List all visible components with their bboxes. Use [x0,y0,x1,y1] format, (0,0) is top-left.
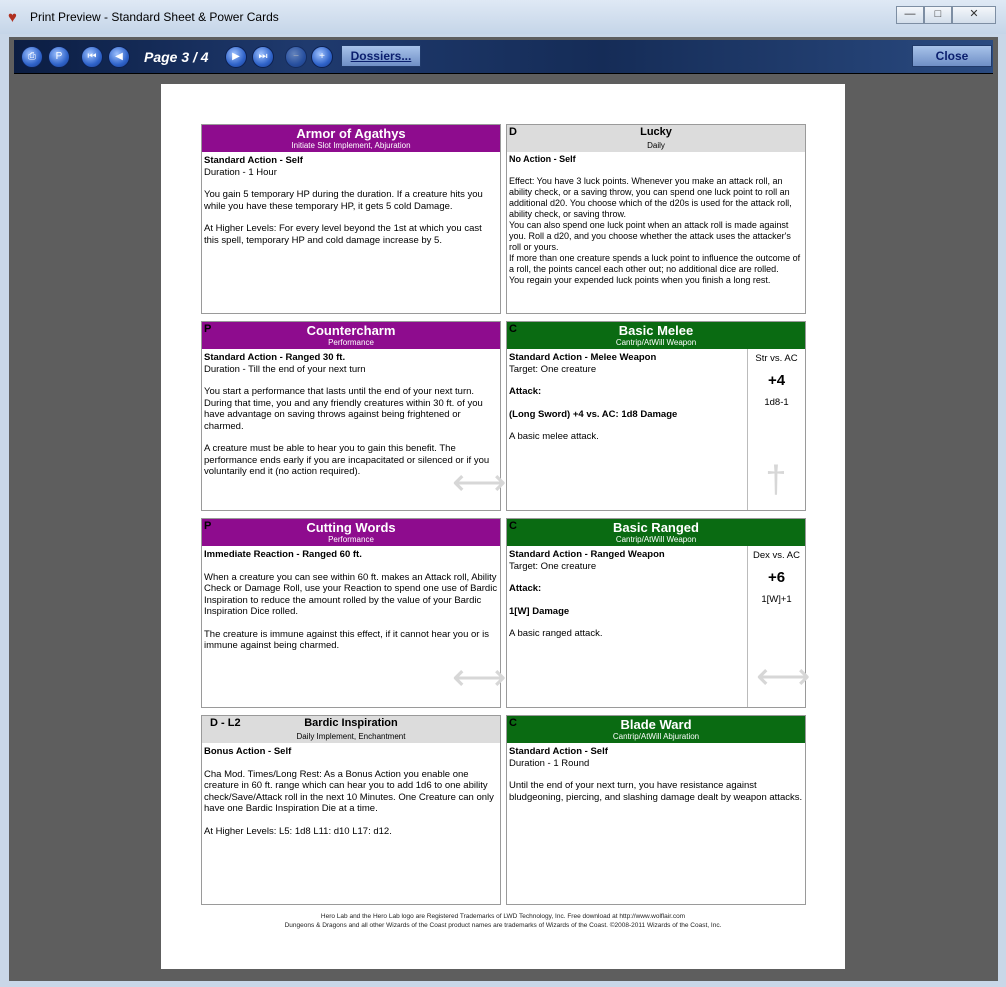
card-text: A basic melee attack. [509,431,599,442]
card-header [202,716,500,743]
bow-icon: ⟷ [756,656,811,698]
maximize-button[interactable]: □ [924,6,952,24]
card-title: Blade Ward [620,717,692,732]
card-header [507,322,805,349]
footer-line-2: Dungeons & Dragons and all other Wizards of the Coast product names are trademarks of Wizards of the Coast. ©2008-2011 Wizards of the Coast, Inc. [284,922,722,929]
card-action: Standard Action - Self [204,155,303,166]
attack-bonus: +4 [767,372,786,389]
card-subtitle: Performance [328,338,374,347]
card-title: Basic Melee [618,323,694,338]
card-header [202,322,500,349]
card-tag: D [509,126,517,138]
card-title: Lucky [640,126,672,138]
card-body [509,746,803,814]
dossiers-button[interactable]: Dossiers... [341,45,421,67]
damage-value: 1[W]+1 [761,594,792,605]
card-text: The creature is immune against this effect, if it cannot hear you or is immune against being charmed. [204,628,489,651]
card-body [204,746,498,848]
page-indicator: Page 3 / 4 [144,49,209,65]
card-subtitle: Performance [328,535,374,544]
power-card [201,321,507,511]
card-action: Standard Action - Ranged 30 ft. [204,352,346,363]
card-attack-label: Attack: [509,386,542,397]
card-text: When a creature you can see within 60 ft. makes an Attack roll, Ability Check or Damage Roll, use your Reaction to spend one use of Bardic Inspiration to reduce the amount rolled by the value of your Bardic Inspiration Dice rolled. [204,571,498,617]
card-body [509,154,803,286]
attack-bonus: +6 [767,569,786,586]
card-subtitle: Daily Implement, Enchantment [296,732,406,741]
power-card [201,518,507,708]
bow-icon: ⟷ [452,462,507,504]
card-subtitle: Initiate Slot Implement, Abjuration [291,141,411,150]
card-duration: Duration - 1 Round [509,757,590,769]
app-icon: ♥ [8,9,17,26]
card-tag: P [204,520,212,532]
card-body [204,155,498,257]
card-action: Standard Action - Self [509,746,608,757]
card-text: At Higher Levels: For every level beyond the 1st at which you cast this spell, temporary HP and cold damage increase by 5. [204,223,482,246]
card-tag: C [509,717,517,729]
card-subtitle: Cantrip/AtWill Weapon [615,338,697,347]
card-tag: P [204,323,212,335]
card-subtitle: Daily [647,141,665,150]
card-title: Armor of Agathys [296,126,406,141]
card-attack-panel [747,349,805,510]
first-page-icon[interactable]: ⏮ [81,46,103,68]
last-page-icon[interactable]: ⏭ [252,46,274,68]
pdf-icon[interactable]: P [48,46,70,68]
card-text: If more than one creature spends a luck point to influence the outcome of a roll, the points cancel each other out; no additional dice are rolled. [509,253,801,274]
card-body [204,549,498,663]
card-header [507,716,805,743]
card-title: Basic Ranged [613,520,699,535]
card-action: Immediate Reaction - Ranged 60 ft. [204,549,362,560]
minimize-button[interactable]: — [896,6,924,24]
card-duration: Duration - 1 Hour [204,166,277,178]
zoom-out-icon[interactable]: − [285,46,307,68]
card-text: At Higher Levels: L5: 1d8 L11: d10 L17: d12. [204,825,392,837]
card-subtitle: Cantrip/AtWill Abjuration [612,732,700,741]
power-card [201,715,501,905]
card-attack-label: Attack: [509,583,542,594]
window-title: Print Preview - Standard Sheet & Power Cards [30,10,279,24]
power-card [506,124,806,314]
card-text: A basic ranged attack. [509,628,603,639]
card-action: No Action - Self [509,154,576,164]
card-body [509,352,745,454]
preview-client [9,37,998,981]
card-text: Cha Mod. Times/Long Rest: As a Bonus Action you enable one creature in 60 ft. range which can hear you to add 1d6 to one ability check/Save/Attack roll in the next 10 Minutes. One Creature can only have one Bardic Inspiration Die at a time. [204,768,494,814]
card-text: You regain your expended luck points when you finish a long rest. [509,275,771,285]
card-subtitle: Cantrip/AtWill Weapon [615,535,697,544]
sword-icon: † [765,459,787,501]
card-title: Countercharm [306,323,396,338]
card-text: Until the end of your next turn, you have resistance against bludgeoning, piercing, and slashing damage dealt by weapon attacks. [509,780,803,803]
zoom-in-icon[interactable]: + [311,46,333,68]
card-body [509,549,745,651]
power-card [201,124,501,314]
card-tag: C [509,520,517,532]
damage-value: 1d8-1 [764,397,789,408]
card-action: Standard Action - Melee Weapon [509,352,657,363]
card-attack-line: (Long Sword) +4 vs. AC: 1d8 Damage [509,408,678,420]
card-duration: Duration - Till the end of your next turn [204,363,366,375]
preview-page [161,84,845,969]
card-text: Effect: You have 3 luck points. Whenever you make an attack roll, an ability check, or a saving throw, you can spend one luck point to roll an additional d20. You choose which of the d20s is used for the attack roll, ability check, or saving throw. [509,176,792,219]
print-icon[interactable]: ⎙ [21,46,43,68]
close-button[interactable]: Close [912,45,992,67]
power-card [506,518,811,708]
title-bar [0,0,1006,34]
card-tag: D - L2 [210,717,241,729]
card-title: Cutting Words [306,520,396,535]
card-header [202,519,500,546]
card-attack-line: 1[W] Damage [509,605,570,617]
card-text: A creature must be able to hear you to gain this benefit. The performance ends early if you are incapacitated or silenced or if you voluntarily end it (no action required). [204,443,490,477]
card-title: Bardic Inspiration [304,717,398,729]
card-header [507,125,805,152]
power-card [506,715,806,905]
footer-line-1: Hero Lab and the Hero Lab logo are Registered Trademarks of LWD Technology, Inc. Free download at http://www.wolflair.com [320,913,686,920]
bow-icon: ⟷ [452,657,507,699]
next-page-icon[interactable]: ▶ [225,46,247,68]
card-attack-panel [747,546,811,707]
attack-type: Dex vs. AC [753,550,800,561]
card-header [507,519,805,546]
toolbar [14,40,993,74]
attack-type: Str vs. AC [755,353,798,364]
card-target: Target: One creature [509,560,597,572]
card-text: You start a performance that lasts until the end of your next turn. During that time, you and any friendly creatures within 30 ft. of you have advantage on saving throws against being frightened or charmed. [204,386,483,432]
card-tag: C [509,323,517,335]
card-target: Target: One creature [509,363,597,375]
card-header [202,125,500,152]
card-action: Bonus Action - Self [204,746,292,757]
prev-page-icon[interactable]: ◀ [108,46,130,68]
power-card [506,321,806,511]
card-text: You gain 5 temporary HP during the duration. If a creature hits you while you have these temporary HP, it gets 5 cold Damage. [204,189,483,212]
window-close-button[interactable]: ✕ [952,6,996,24]
card-action: Standard Action - Ranged Weapon [509,549,665,560]
card-text: You can also spend one luck point when an attack roll is made against you. Roll a d20, and you choose whether the attack uses the attacker's roll or yours. [509,220,791,252]
